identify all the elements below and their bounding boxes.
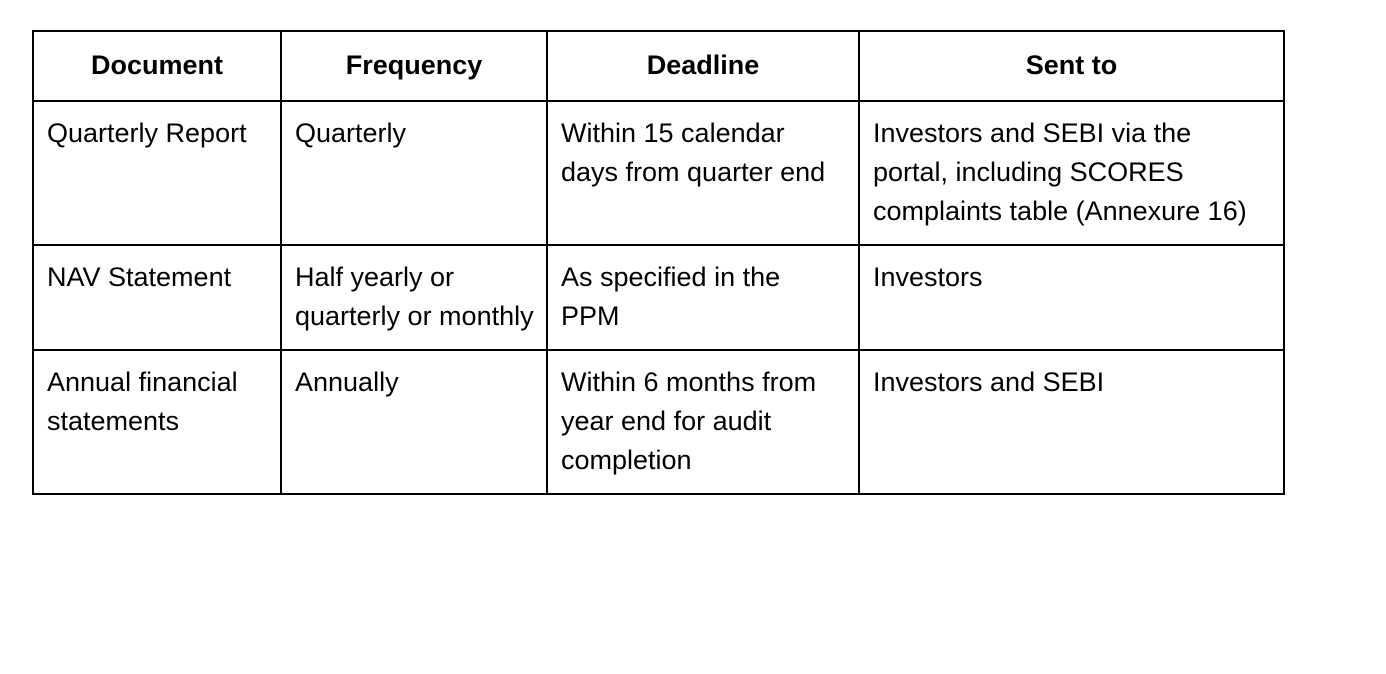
cell-deadline: As specified in the PPM	[547, 245, 859, 350]
cell-document: Quarterly Report	[33, 101, 281, 245]
header-sent-to: Sent to	[859, 31, 1284, 101]
cell-sent-to: Investors and SEBI via the portal, including SCORES complaints table (Annexure 16)	[859, 101, 1284, 245]
cell-sent-to: Investors and SEBI	[859, 350, 1284, 494]
cell-frequency: Annually	[281, 350, 547, 494]
cell-sent-to: Investors	[859, 245, 1284, 350]
header-row	[33, 31, 1284, 101]
table-row	[33, 350, 1284, 494]
table-body	[33, 101, 1284, 494]
table-row	[33, 101, 1284, 245]
header-document: Document	[33, 31, 281, 101]
reporting-requirements-table	[32, 30, 1285, 495]
cell-frequency: Quarterly	[281, 101, 547, 245]
cell-document: NAV Statement	[33, 245, 281, 350]
table-row	[33, 245, 1284, 350]
cell-frequency: Half yearly or quarterly or monthly	[281, 245, 547, 350]
header-frequency: Frequency	[281, 31, 547, 101]
cell-deadline: Within 15 calendar days from quarter end	[547, 101, 859, 245]
cell-deadline: Within 6 months from year end for audit completion	[547, 350, 859, 494]
cell-document: Annual financial statements	[33, 350, 281, 494]
header-deadline: Deadline	[547, 31, 859, 101]
table-header	[33, 31, 1284, 101]
